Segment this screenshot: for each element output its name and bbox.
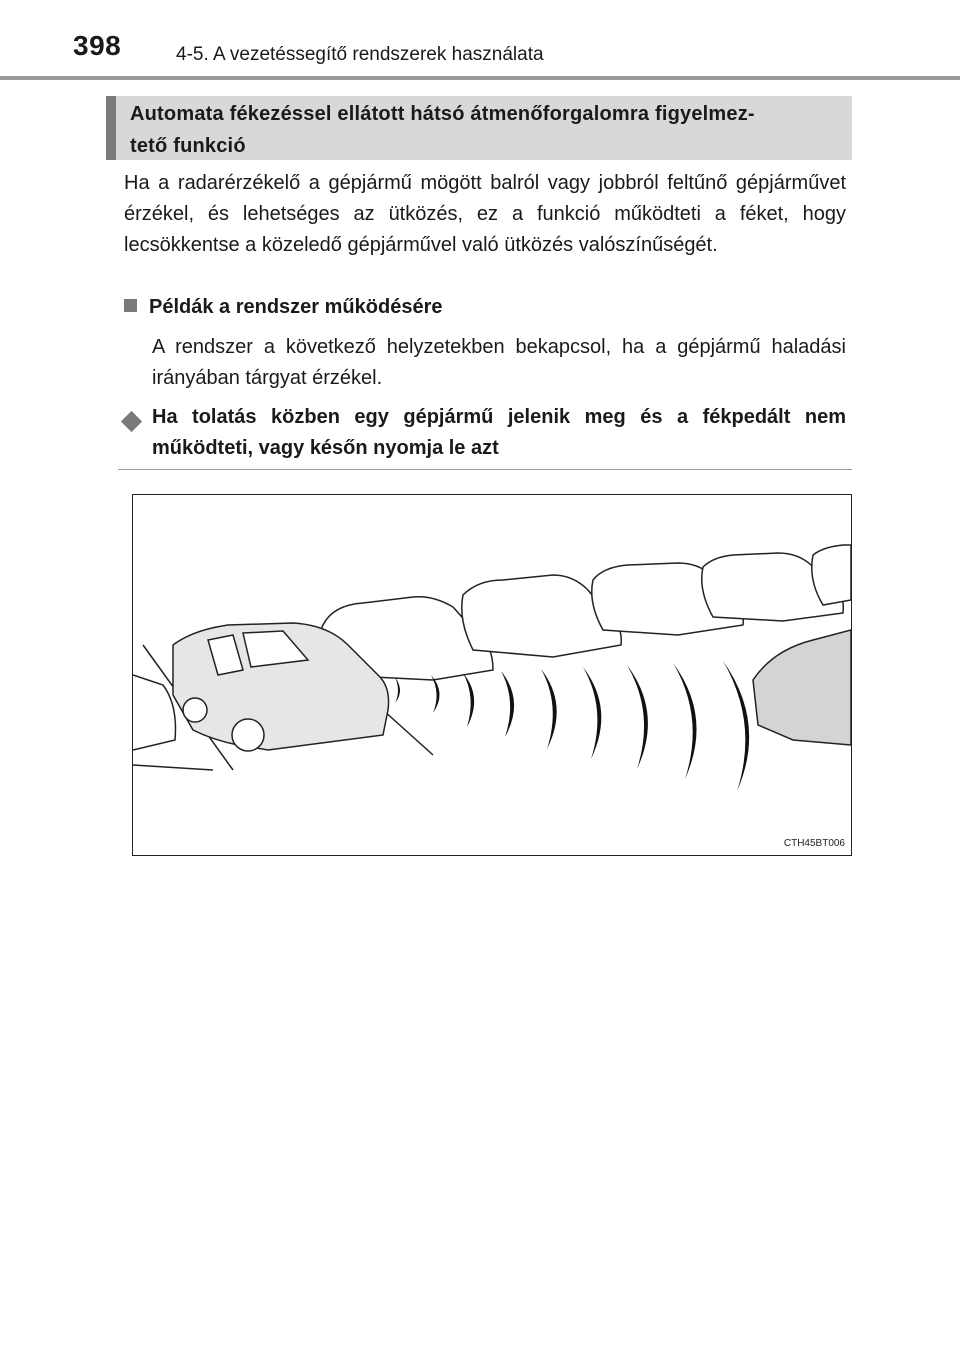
parking-scene-illustration bbox=[133, 495, 851, 855]
examples-heading-text: Példák a rendszer működésére bbox=[149, 296, 443, 318]
examples-heading bbox=[124, 296, 442, 319]
partial-car-left bbox=[133, 675, 176, 750]
case-heading-rule bbox=[118, 469, 852, 470]
page-number: 398 bbox=[73, 30, 122, 61]
diamond-bullet-icon bbox=[121, 411, 142, 432]
case-heading: Ha tolatás közben egy gépjármű jelenik meg és a fékpedált nem működteti, vagy későn nyomja le azt bbox=[152, 406, 846, 459]
intro-paragraph: Ha a radarérzékelő a gépjármű mögött balról vagy jobbról feltűnő gépjárművet érzékel, és lehetséges az ütközés, ez a funkció működteti a féket, hogy lecsökkentse a közeledő gépjárművel való ütközés valószínűségét. bbox=[124, 172, 846, 256]
section-title-line1: Automata fékezéssel ellátott hátsó átmenőforgalomra figyelmez- bbox=[130, 103, 755, 125]
running-header: 4-5. A vezetéssegítő rendszerek használata bbox=[176, 44, 544, 65]
figure-code: CTH45BT006 bbox=[783, 838, 845, 849]
examples-paragraph: A rendszer a következő helyzetekben bekapcsol, ha a gépjármű haladási irányában tárgyat érzékel. bbox=[152, 336, 846, 389]
section-title-line2: tető funkció bbox=[130, 135, 246, 157]
approaching-car bbox=[753, 630, 851, 745]
radar-waves bbox=[395, 661, 749, 791]
illustration-figure bbox=[132, 494, 852, 856]
header-rule bbox=[0, 76, 960, 80]
section-heading-box bbox=[106, 96, 852, 160]
square-bullet-icon bbox=[124, 299, 137, 312]
